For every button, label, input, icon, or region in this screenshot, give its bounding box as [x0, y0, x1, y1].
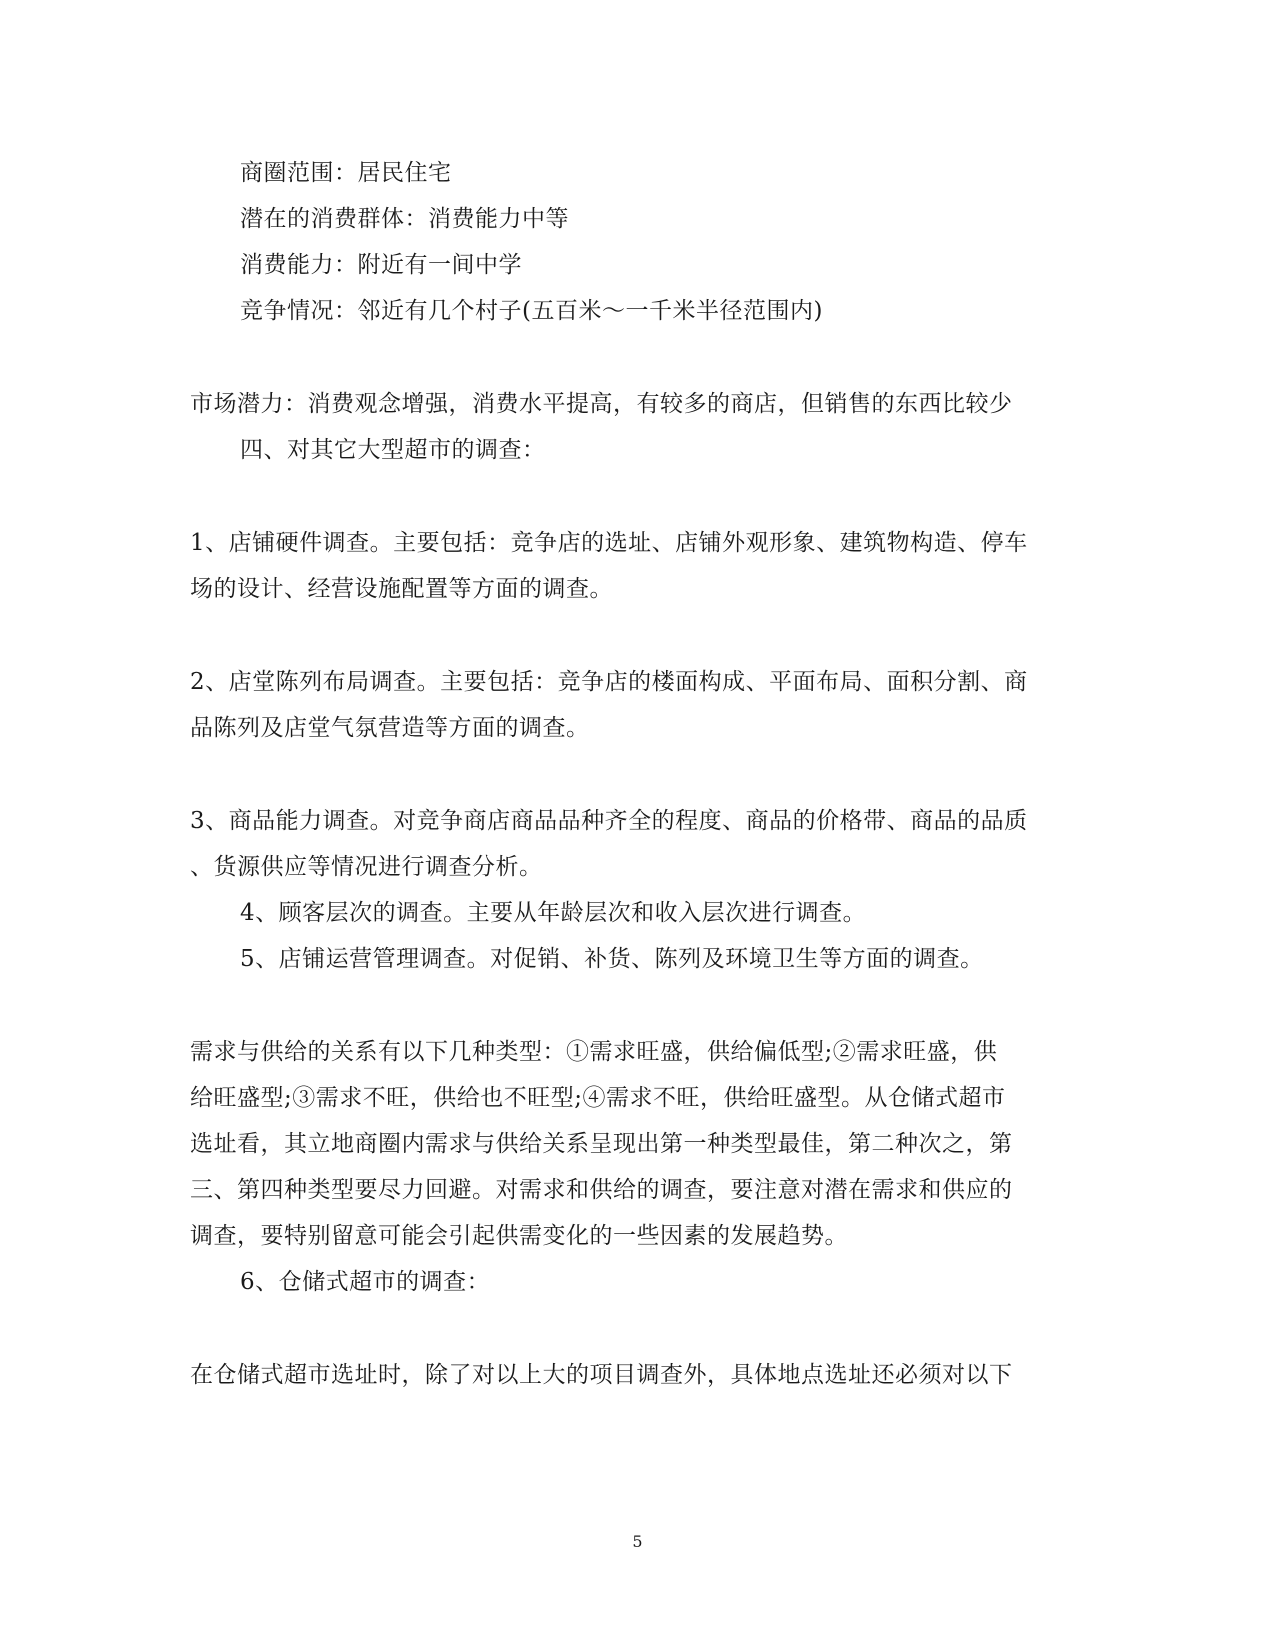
text-line-consumption-capacity: 消费能力：附近有一间中学 [240, 252, 522, 278]
text-line-site-selection: 在仓储式超市选址时，除了对以上大的项目调查外，具体地点选址还必须对以下 [190, 1362, 1013, 1388]
text-line-market-potential: 市场潜力：消费观念增强，消费水平提高，有较多的商店，但销售的东西比较少 [190, 391, 1013, 417]
text-line-supply-demand-2: 给旺盛型;③需求不旺，供给也不旺型;④需求不旺，供给旺盛型。从仓储式超市 [190, 1085, 1006, 1111]
text-line-supply-demand-5: 调查，要特别留意可能会引起供需变化的一些因素的发展趋势。 [190, 1223, 848, 1249]
text-line-item-2-a: 2、店堂陈列布局调查。主要包括：竞争店的楼面构成、平面布局、面积分割、商 [190, 669, 1028, 695]
text-line-supply-demand-4: 三、第四种类型要尽力回避。对需求和供给的调查，要注意对潜在需求和供应的 [190, 1177, 1013, 1203]
section-heading-other-supermarkets: 四、对其它大型超市的调查： [240, 437, 546, 463]
text-line-item-2-b: 品陈列及店堂气氛营造等方面的调查。 [190, 715, 590, 741]
text-line-consumer-group: 潜在的消费群体：消费能力中等 [240, 206, 569, 232]
text-line-item-5: 5、店铺运营管理调查。对促销、补货、陈列及环境卫生等方面的调查。 [240, 946, 984, 972]
text-line-competition: 竞争情况：邻近有几个村子(五百米～一千米半径范围内) [240, 298, 823, 324]
page-number: 5 [632, 1532, 643, 1551]
text-line-item-4: 4、顾客层次的调查。主要从年龄层次和收入层次进行调查。 [240, 900, 867, 926]
text-line-trade-area: 商圈范围：居民住宅 [240, 160, 452, 186]
text-line-item-3-b: 、货源供应等情况进行调查分析。 [190, 854, 543, 880]
text-line-item-3-a: 3、商品能力调查。对竞争商店商品品种齐全的程度、商品的价格带、商品的品质 [190, 808, 1028, 834]
text-line-supply-demand-3: 选址看，其立地商圈内需求与供给关系呈现出第一种类型最佳，第二种次之，第 [190, 1131, 1013, 1157]
text-line-supply-demand-1: 需求与供给的关系有以下几种类型：①需求旺盛，供给偏低型;②需求旺盛，供 [190, 1039, 998, 1065]
text-line-item-1-b: 场的设计、经营设施配置等方面的调查。 [190, 576, 613, 602]
text-line-item-1-a: 1、店铺硬件调查。主要包括：竞争店的选址、店铺外观形象、建筑物构造、停车 [190, 530, 1028, 556]
text-line-item-6: 6、仓储式超市的调查： [240, 1269, 491, 1295]
